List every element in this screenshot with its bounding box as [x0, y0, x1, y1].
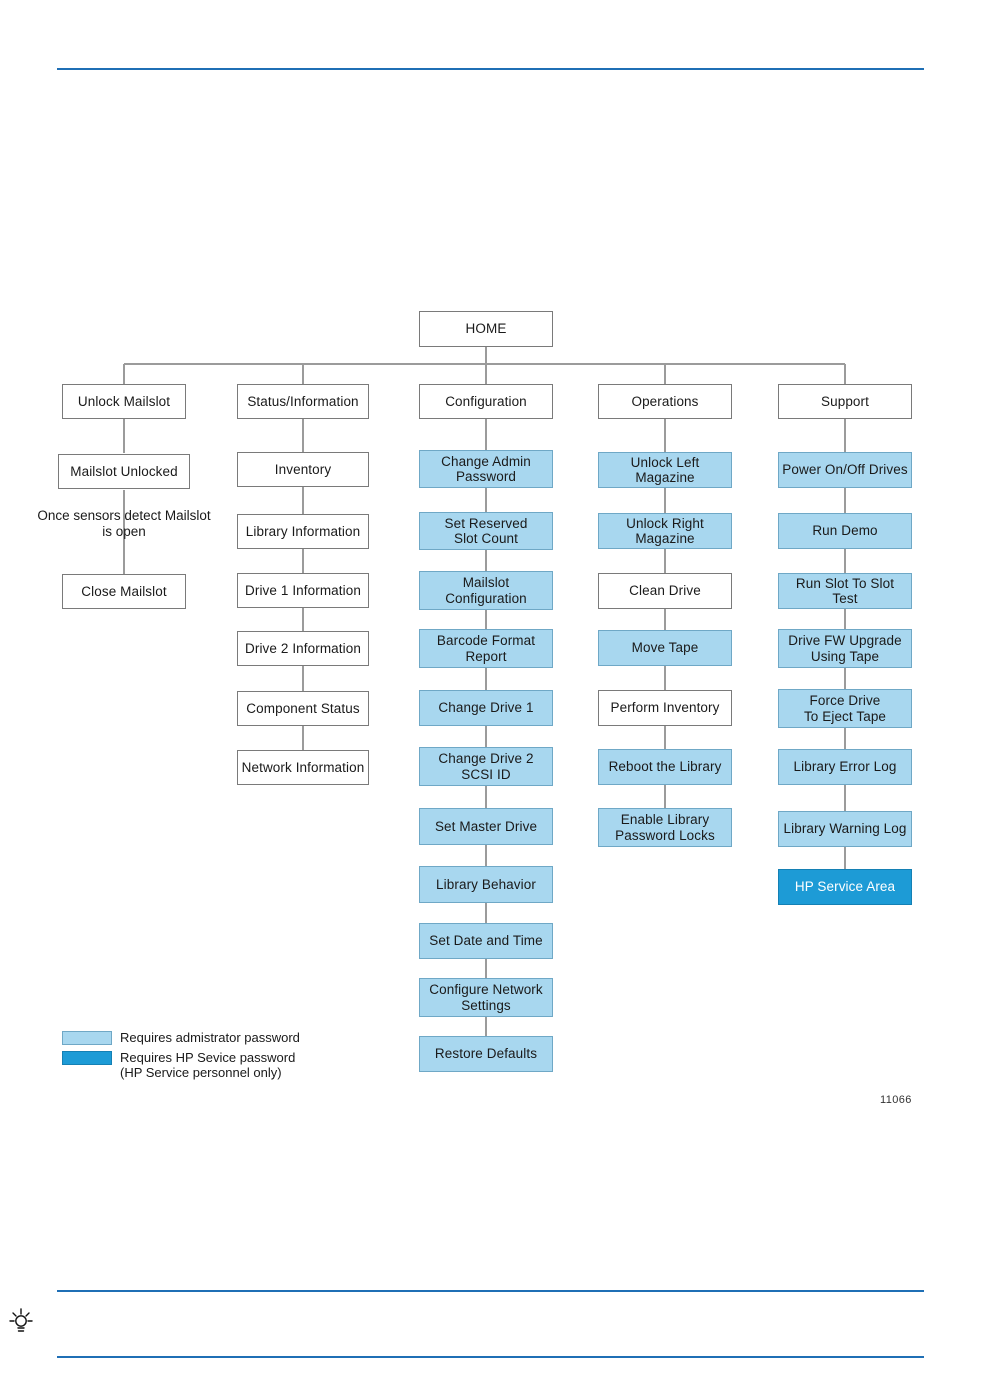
node-set-master-drive[interactable]: Set Master Drive — [419, 808, 553, 845]
node-mailslot-unlocked[interactable]: Mailslot Unlocked — [58, 454, 190, 489]
node-drive-fw-upgrade-using-tape[interactable]: Drive FW Upgrade Using Tape — [778, 629, 912, 668]
legend-label-admin: Requires admistrator password — [120, 1030, 300, 1045]
node-clean-drive[interactable]: Clean Drive — [598, 573, 732, 609]
tip-lightbulb-icon — [6, 1306, 36, 1336]
node-network-information[interactable]: Network Information — [237, 750, 369, 785]
node-configure-network-settings[interactable]: Configure Network Settings — [419, 978, 553, 1017]
node-library-information[interactable]: Library Information — [237, 514, 369, 549]
node-force-drive-to-eject-tape[interactable]: Force Drive To Eject Tape — [778, 689, 912, 728]
node-inventory[interactable]: Inventory — [237, 452, 369, 487]
node-home[interactable]: HOME — [419, 311, 553, 347]
node-change-drive-1[interactable]: Change Drive 1 — [419, 690, 553, 726]
node-reboot-the-library[interactable]: Reboot the Library — [598, 749, 732, 785]
legend-row-service — [62, 1050, 382, 1081]
node-barcode-format-report[interactable]: Barcode Format Report — [419, 629, 553, 668]
node-power-on-off-drives[interactable]: Power On/Off Drives — [778, 452, 912, 488]
node-mailslot-configuration[interactable]: Mailslot Configuration — [419, 571, 553, 610]
legend-swatch-admin — [62, 1031, 112, 1045]
legend-label-service: Requires HP Sevice password (HP Service personnel only) — [120, 1049, 296, 1081]
node-hp-service-area[interactable]: HP Service Area — [778, 869, 912, 905]
node-perform-inventory[interactable]: Perform Inventory — [598, 690, 732, 726]
legend — [62, 1030, 382, 1085]
node-run-slot-to-slot-test[interactable]: Run Slot To Slot Test — [778, 573, 912, 609]
node-library-warning-log[interactable]: Library Warning Log — [778, 811, 912, 847]
node-enable-library-password-locks[interactable]: Enable Library Password Locks — [598, 808, 732, 847]
node-operations[interactable]: Operations — [598, 384, 732, 419]
node-move-tape[interactable]: Move Tape — [598, 630, 732, 666]
node-configuration[interactable]: Configuration — [419, 384, 553, 419]
node-change-drive-2-scsi-id[interactable]: Change Drive 2 SCSI ID — [419, 747, 553, 786]
node-close-mailslot[interactable]: Close Mailslot — [62, 574, 186, 609]
node-component-status[interactable]: Component Status — [237, 691, 369, 726]
node-library-behavior[interactable]: Library Behavior — [419, 866, 553, 903]
note-sensors-detect: Once sensors detect Mailslot is open — [37, 508, 211, 540]
node-unlock-right-magazine[interactable]: Unlock Right Magazine — [598, 513, 732, 549]
node-library-error-log[interactable]: Library Error Log — [778, 749, 912, 785]
node-drive-2-information[interactable]: Drive 2 Information — [237, 631, 369, 666]
node-run-demo[interactable]: Run Demo — [778, 513, 912, 549]
figure-number: 11066 — [880, 1094, 912, 1106]
node-drive-1-information[interactable]: Drive 1 Information — [237, 573, 369, 608]
node-set-date-and-time[interactable]: Set Date and Time — [419, 923, 553, 959]
node-set-reserved-slot-count[interactable]: Set Reserved Slot Count — [419, 512, 553, 550]
legend-swatch-service — [62, 1051, 112, 1065]
node-status-information[interactable]: Status/Information — [237, 384, 369, 419]
legend-row-admin — [62, 1030, 382, 1046]
node-unlock-left-magazine[interactable]: Unlock Left Magazine — [598, 452, 732, 488]
node-restore-defaults[interactable]: Restore Defaults — [419, 1036, 553, 1072]
node-unlock-mailslot[interactable]: Unlock Mailslot — [62, 384, 186, 419]
node-change-admin-password[interactable]: Change Admin Password — [419, 450, 553, 488]
node-support[interactable]: Support — [778, 384, 912, 419]
